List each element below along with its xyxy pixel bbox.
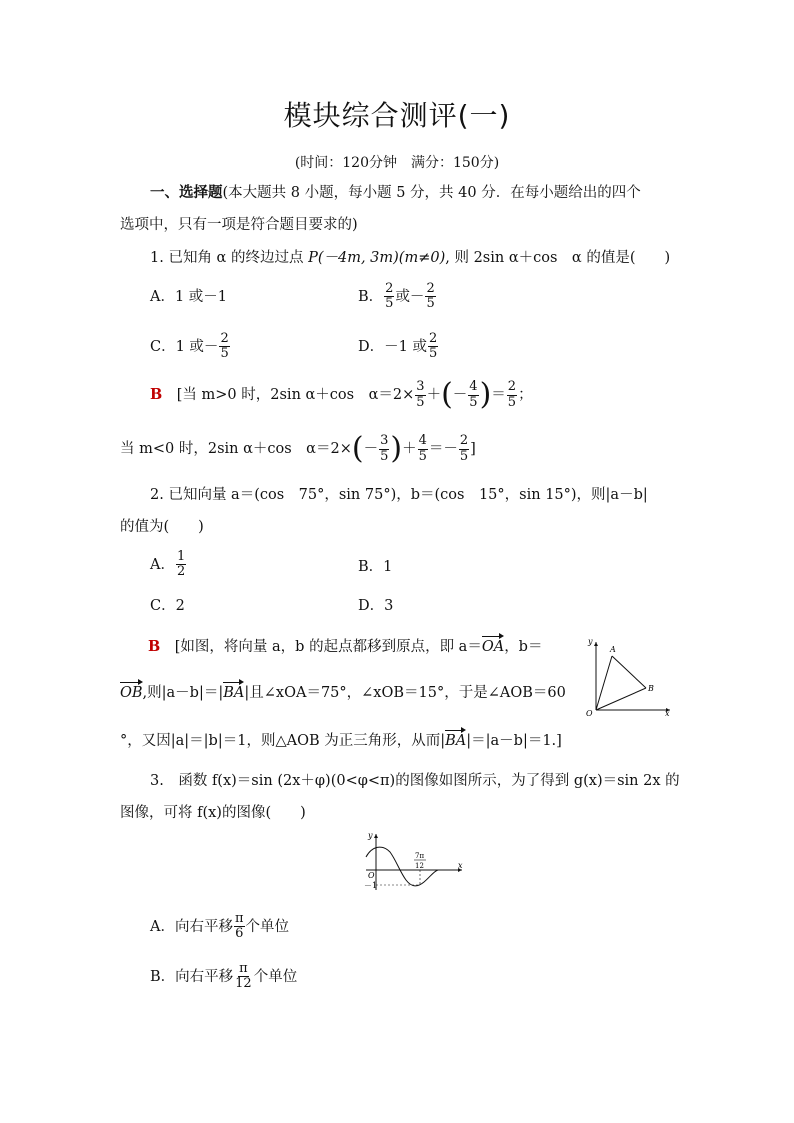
segment-ab [612, 656, 646, 688]
point-a-label: A [610, 645, 616, 654]
q2-solution-3: °，又因|a|＝|b|＝1，则△AOB 为正三角形，从而|BA|＝|a－b|＝1.] [120, 733, 562, 749]
q3-option-a[interactable]: A．向右平移 $\frac{\pi}{6}$ 个单位 [150, 911, 290, 942]
tick-denominator: 12 [415, 862, 424, 870]
section-desc-1: (本大题共 8 小题，每小题 5 分，共 40 分．在每小题给出的四个 [222, 185, 641, 201]
q2-stem-1: 2. 已知向量 a＝(cos 75°，sin 75°)，b＝(cos 15°，sin 15°)，则|a－b| [150, 487, 648, 503]
q1-solution-2: 当 m<0 时，2sin α＋cos α＝2×(－ $\frac{3}{5}$ )＋ $\frac{4}{5}$ ＝－ $\frac{2}{5}$ ] [120, 431, 476, 466]
point-b-label: B [648, 684, 654, 693]
q1-option-d[interactable]: D．－1 或 $\frac{2}{5}$ [358, 331, 438, 362]
fraction: $\frac{1}{2}$ [176, 549, 186, 580]
y-label: y [588, 637, 593, 646]
neg-one-label: －1 [364, 881, 378, 890]
answer-letter: B [150, 386, 163, 403]
q2-option-d[interactable]: D．3 [358, 598, 394, 614]
q2-solution-2: OB,则|a－b|＝|BA|且∠xOA＝75°，∠xOB＝15°，于是∠AOB＝60 [120, 685, 566, 701]
q2-option-b[interactable]: B．1 [358, 559, 393, 575]
q2-option-a[interactable]: A． $\frac{1}{2}$ [150, 549, 186, 580]
sine-graph [362, 830, 466, 892]
origin-label: O [586, 709, 593, 718]
page-title: 模块综合测评(一) [283, 99, 511, 132]
fraction: $\frac{\pi}{12}$ [235, 961, 252, 992]
exam-info: (时间：120分钟 满分：150分) [294, 155, 500, 171]
tick-numerator: 7π [415, 852, 425, 860]
fraction: $\frac{2}{5}$ [385, 281, 394, 312]
fraction: $\frac{2}{5}$ [426, 281, 435, 312]
fraction: $\frac{\pi}{6}$ [234, 911, 244, 942]
q2-stem-2: 的值为( ) [120, 519, 204, 535]
fraction: $\frac{2}{5}$ [428, 331, 438, 362]
origin-label: O [368, 871, 375, 880]
section-intro [150, 186, 641, 201]
q1-stem: 1. 已知角 α 的终边过点 P(－4m, 3m)(m≠0), 则 2sin α＋cos α 的值是( ) [150, 250, 671, 266]
section-heading: 一、选择题 [150, 184, 223, 201]
q1-option-a[interactable]: A．1 或－1 [150, 289, 228, 305]
q2-option-c[interactable]: C．2 [150, 598, 185, 614]
sine-curve [366, 847, 444, 886]
q3-stem-1: 3. 函数 f(x)＝sin (2x＋φ)(0<φ<π)的图像如图所示，为了得到 g(x)＝sin 2x 的 [150, 773, 680, 789]
x-label: x [458, 861, 463, 870]
y-label: y [368, 831, 373, 840]
answer-letter: B [148, 638, 161, 655]
q1-option-c[interactable]: C．1 或－ $\frac{2}{5}$ [150, 331, 229, 362]
q3-stem-2: 图像，可将 f(x)的图像( ) [120, 805, 306, 821]
q2-solution-1: B [如图，将向量 a，b 的起点都移到原点，即 a＝OA，b＝ [148, 638, 543, 655]
section-desc-2: 选项中，只有一项是符合题目要求的) [120, 217, 358, 233]
vector-oa [596, 656, 612, 710]
q3-option-b[interactable]: B．向右平移 $\frac{\pi}{12}$ 个单位 [150, 961, 298, 992]
x-label: x [665, 709, 670, 718]
vector-ob [596, 688, 646, 710]
vector-figure [578, 636, 674, 718]
q1-option-b[interactable]: B． $\frac{2}{5}$ 或－ $\frac{2}{5}$ [358, 281, 435, 312]
q1-solution-1: B [当 m>0 时，2sin α＋cos α＝2× $\frac{3}{5}$ ＋(－ $\frac{4}{5}$ )＝ $\frac{2}{5}$ ； [150, 377, 533, 412]
fraction: $\frac{2}{5}$ [220, 331, 229, 362]
